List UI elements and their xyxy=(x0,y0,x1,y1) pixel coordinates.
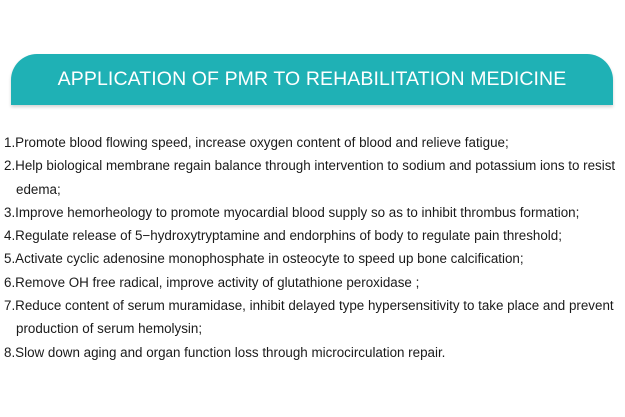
section-header-banner xyxy=(11,54,613,105)
list-item: 6.Remove OH free radical, improve activity of glutathione peroxidase ; xyxy=(4,274,420,290)
section-title: APPLICATION OF PMR TO REHABILITATION MEDICINE xyxy=(57,68,567,90)
list-item: 1.Promote blood flowing speed, increase oxygen content of blood and relieve fatigue; xyxy=(4,135,509,150)
benefits-list xyxy=(4,131,619,364)
list-item: 2.Help biological membrane regain balance through intervention to sodium and potassium ions to resist edema; xyxy=(4,158,616,197)
list-item: 7.Reduce content of serum muramidase, inhibit delayed type hypersensitivity to take place and prevent production of serum hemolysin; xyxy=(4,298,614,337)
list-item: 3.Improve hemorheology to promote myocardial blood supply so as to inhibit thrombus formation; xyxy=(4,204,580,220)
list-item: 8.Slow down aging and organ function loss through microcirculation repair. xyxy=(4,344,446,360)
list-item: 5.Activate cyclic adenosine monophosphate in osteocyte to speed up bone calcification; xyxy=(4,251,524,267)
list-item: 4.Regulate release of 5−hydroxytryptamine and endorphins of body to regulate pain threshold; xyxy=(4,228,562,244)
